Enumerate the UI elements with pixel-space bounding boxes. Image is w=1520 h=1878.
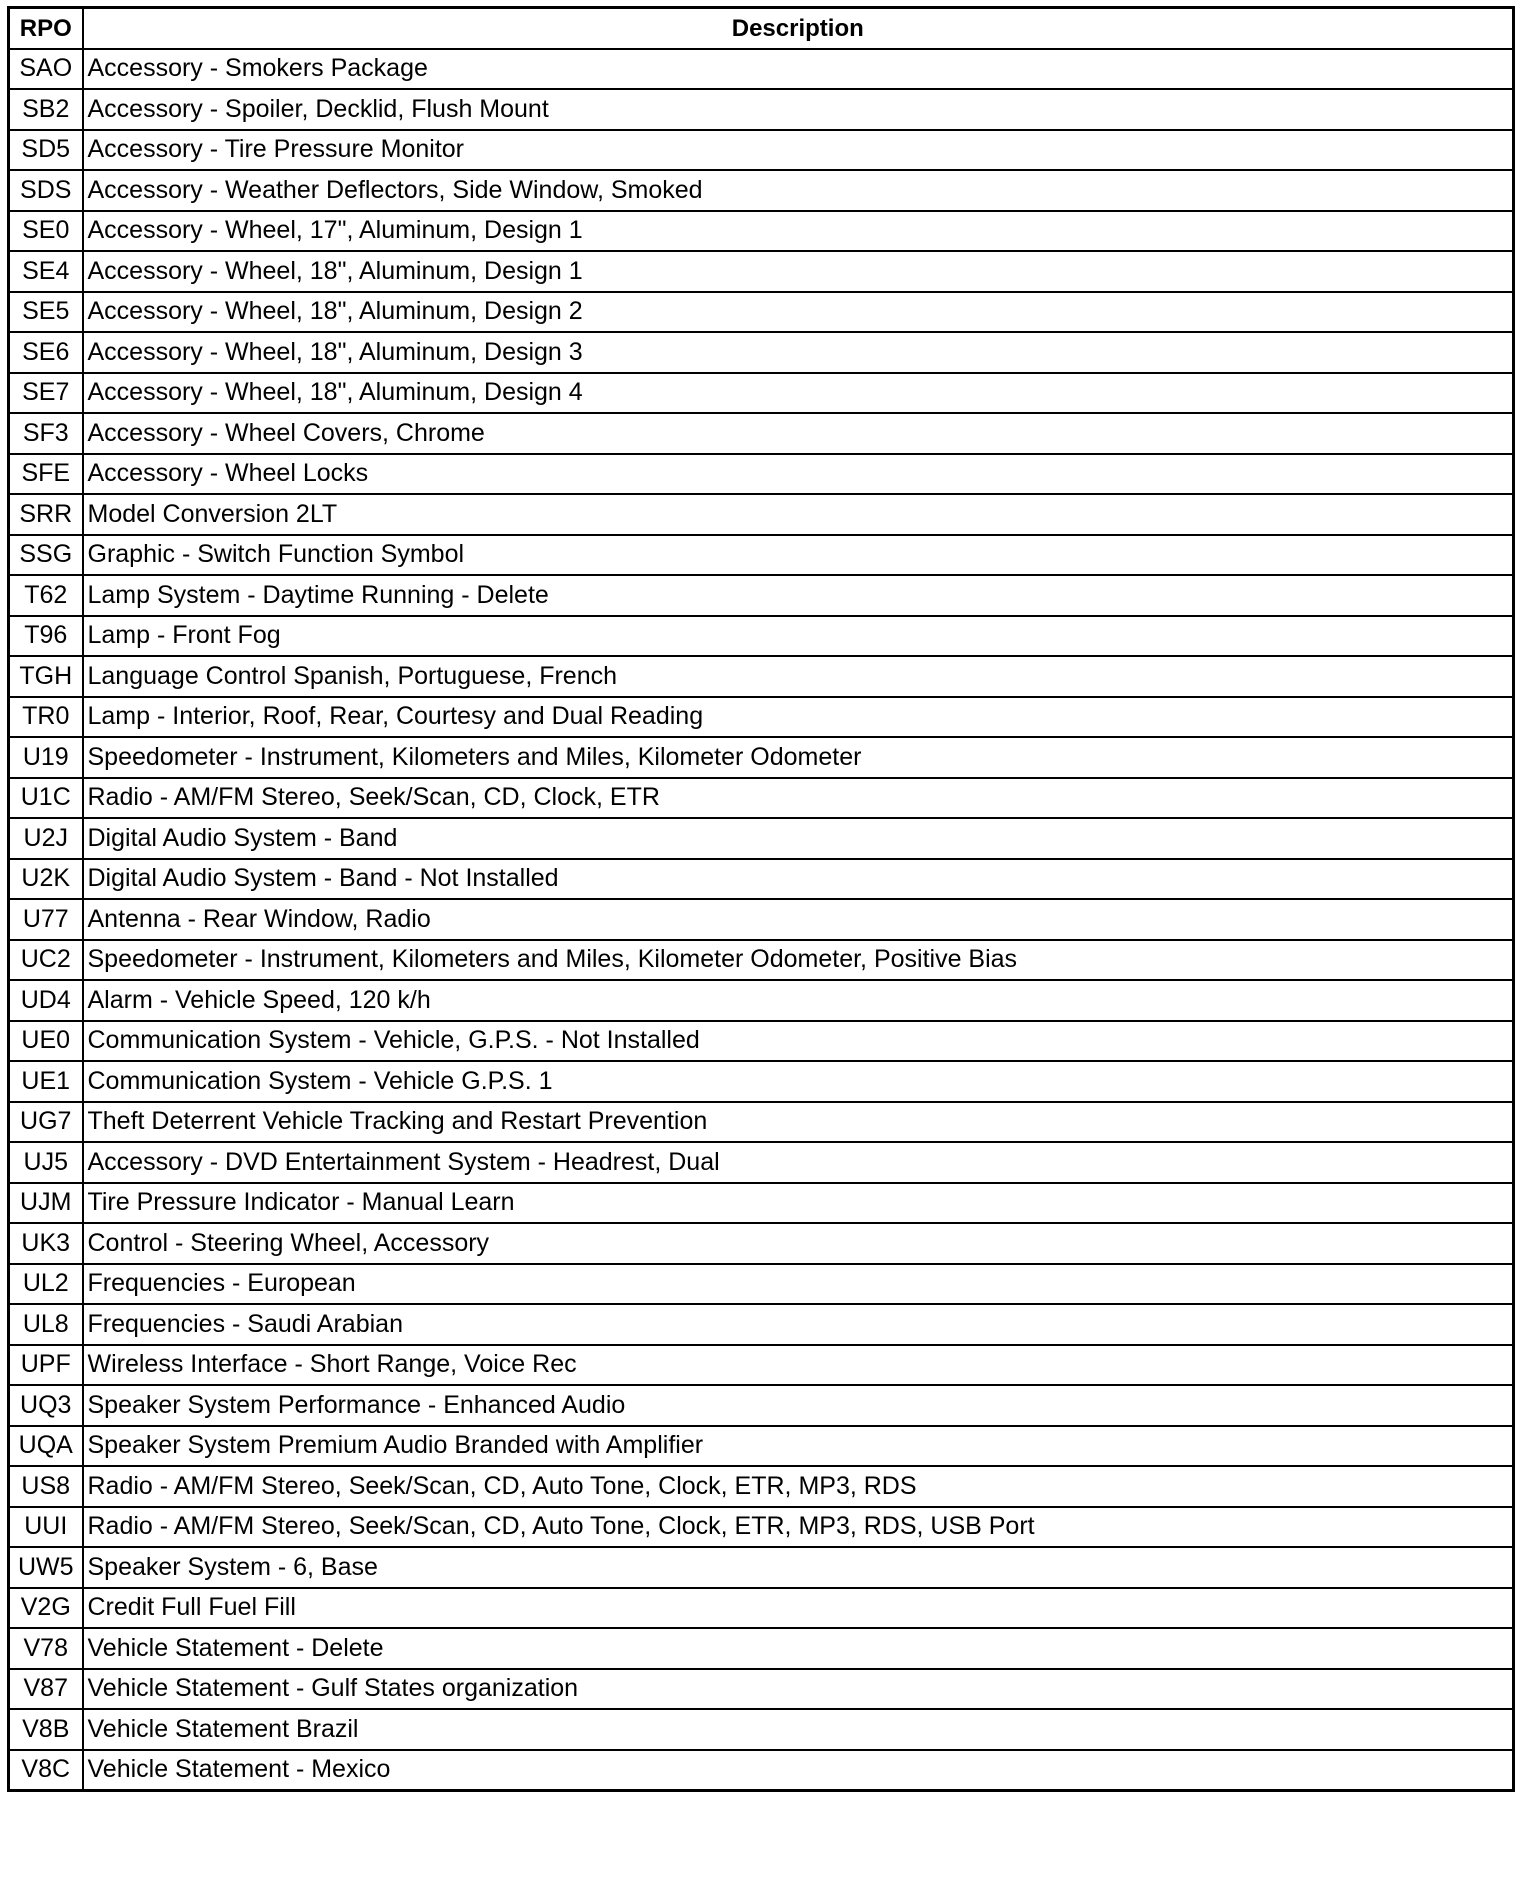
rpo-code-cell: UL2 xyxy=(9,1264,83,1305)
rpo-code-cell: SE7 xyxy=(9,373,83,414)
description-cell: Tire Pressure Indicator - Manual Learn xyxy=(83,1183,1514,1224)
table-row xyxy=(9,940,1514,981)
rpo-code-cell: UJM xyxy=(9,1183,83,1224)
description-cell: Accessory - Smokers Package xyxy=(83,49,1514,90)
description-cell: Communication System - Vehicle G.P.S. 1 xyxy=(83,1061,1514,1102)
rpo-code-cell: SFE xyxy=(9,454,83,495)
description-cell: Speedometer - Instrument, Kilometers and Miles, Kilometer Odometer, Positive Bias xyxy=(83,940,1514,981)
rpo-table-container xyxy=(7,6,1512,1792)
description-cell: Accessory - Weather Deflectors, Side Window, Smoked xyxy=(83,170,1514,211)
table-row xyxy=(9,211,1514,252)
description-cell: Alarm - Vehicle Speed, 120 k/h xyxy=(83,980,1514,1021)
description-cell: Credit Full Fuel Fill xyxy=(83,1588,1514,1629)
rpo-code-cell: SE4 xyxy=(9,251,83,292)
table-row xyxy=(9,737,1514,778)
table-body xyxy=(9,49,1514,1791)
table-row xyxy=(9,980,1514,1021)
description-cell: Model Conversion 2LT xyxy=(83,494,1514,535)
table-row xyxy=(9,251,1514,292)
rpo-code-cell: UK3 xyxy=(9,1223,83,1264)
description-column-header: Description xyxy=(83,8,1514,49)
rpo-code-cell: V87 xyxy=(9,1669,83,1710)
rpo-code-cell: UG7 xyxy=(9,1102,83,1143)
table-row xyxy=(9,656,1514,697)
table-row xyxy=(9,170,1514,211)
description-cell: Digital Audio System - Band xyxy=(83,818,1514,859)
table-row xyxy=(9,1385,1514,1426)
rpo-code-cell: SRR xyxy=(9,494,83,535)
description-cell: Vehicle Statement - Gulf States organization xyxy=(83,1669,1514,1710)
table-row xyxy=(9,899,1514,940)
description-cell: Frequencies - Saudi Arabian xyxy=(83,1304,1514,1345)
table-row xyxy=(9,1264,1514,1305)
description-cell: Vehicle Statement - Mexico xyxy=(83,1750,1514,1791)
table-row xyxy=(9,535,1514,576)
rpo-column-header: RPO xyxy=(9,8,83,49)
rpo-code-cell: SF3 xyxy=(9,413,83,454)
description-cell: Wireless Interface - Short Range, Voice Rec xyxy=(83,1345,1514,1386)
table-row xyxy=(9,1588,1514,1629)
table-row xyxy=(9,1466,1514,1507)
description-cell: Speaker System Premium Audio Branded with Amplifier xyxy=(83,1426,1514,1467)
table-row xyxy=(9,373,1514,414)
rpo-code-cell: UE0 xyxy=(9,1021,83,1062)
rpo-code-cell: SSG xyxy=(9,535,83,576)
rpo-code-cell: T96 xyxy=(9,616,83,657)
description-cell: Antenna - Rear Window, Radio xyxy=(83,899,1514,940)
table-row xyxy=(9,454,1514,495)
description-cell: Accessory - Spoiler, Decklid, Flush Mount xyxy=(83,89,1514,130)
description-cell: Lamp - Interior, Roof, Rear, Courtesy and Dual Reading xyxy=(83,697,1514,738)
rpo-code-cell: T62 xyxy=(9,575,83,616)
rpo-code-cell: UC2 xyxy=(9,940,83,981)
description-cell: Control - Steering Wheel, Accessory xyxy=(83,1223,1514,1264)
table-row xyxy=(9,1102,1514,1143)
table-row xyxy=(9,332,1514,373)
table-row xyxy=(9,1426,1514,1467)
description-cell: Accessory - Wheel, 18", Aluminum, Design 3 xyxy=(83,332,1514,373)
table-row xyxy=(9,1223,1514,1264)
rpo-code-cell: UD4 xyxy=(9,980,83,1021)
table-row xyxy=(9,1669,1514,1710)
description-cell: Speedometer - Instrument, Kilometers and Miles, Kilometer Odometer xyxy=(83,737,1514,778)
rpo-code-cell: TR0 xyxy=(9,697,83,738)
rpo-code-cell: V78 xyxy=(9,1628,83,1669)
rpo-code-cell: SD5 xyxy=(9,130,83,171)
table-row xyxy=(9,413,1514,454)
rpo-code-cell: UE1 xyxy=(9,1061,83,1102)
description-cell: Radio - AM/FM Stereo, Seek/Scan, CD, Clock, ETR xyxy=(83,778,1514,819)
description-cell: Digital Audio System - Band - Not Installed xyxy=(83,859,1514,900)
table-row xyxy=(9,292,1514,333)
rpo-code-cell: SE0 xyxy=(9,211,83,252)
description-cell: Speaker System Performance - Enhanced Audio xyxy=(83,1385,1514,1426)
rpo-code-cell: U1C xyxy=(9,778,83,819)
description-cell: Radio - AM/FM Stereo, Seek/Scan, CD, Auto Tone, Clock, ETR, MP3, RDS xyxy=(83,1466,1514,1507)
table-row xyxy=(9,494,1514,535)
description-cell: Communication System - Vehicle, G.P.S. - Not Installed xyxy=(83,1021,1514,1062)
table-row xyxy=(9,1021,1514,1062)
description-cell: Vehicle Statement Brazil xyxy=(83,1709,1514,1750)
description-cell: Accessory - Wheel, 18", Aluminum, Design 1 xyxy=(83,251,1514,292)
description-cell: Accessory - DVD Entertainment System - Headrest, Dual xyxy=(83,1142,1514,1183)
rpo-code-cell: US8 xyxy=(9,1466,83,1507)
rpo-code-cell: SDS xyxy=(9,170,83,211)
table-row xyxy=(9,1628,1514,1669)
rpo-code-cell: UUI xyxy=(9,1507,83,1548)
description-cell: Accessory - Tire Pressure Monitor xyxy=(83,130,1514,171)
description-cell: Radio - AM/FM Stereo, Seek/Scan, CD, Auto Tone, Clock, ETR, MP3, RDS, USB Port xyxy=(83,1507,1514,1548)
rpo-code-cell: SE6 xyxy=(9,332,83,373)
rpo-code-cell: U19 xyxy=(9,737,83,778)
rpo-code-cell: V2G xyxy=(9,1588,83,1629)
rpo-table xyxy=(7,6,1515,1792)
rpo-code-cell: UQ3 xyxy=(9,1385,83,1426)
rpo-code-cell: UL8 xyxy=(9,1304,83,1345)
table-row xyxy=(9,49,1514,90)
table-row xyxy=(9,778,1514,819)
table-row xyxy=(9,818,1514,859)
table-row xyxy=(9,1304,1514,1345)
rpo-code-cell: V8B xyxy=(9,1709,83,1750)
rpo-code-cell: UQA xyxy=(9,1426,83,1467)
rpo-code-cell: U2K xyxy=(9,859,83,900)
table-row xyxy=(9,1345,1514,1386)
description-cell: Frequencies - European xyxy=(83,1264,1514,1305)
table-row xyxy=(9,1709,1514,1750)
table-row xyxy=(9,1061,1514,1102)
description-cell: Graphic - Switch Function Symbol xyxy=(83,535,1514,576)
table-row xyxy=(9,575,1514,616)
table-row xyxy=(9,1507,1514,1548)
rpo-code-cell: SAO xyxy=(9,49,83,90)
table-row xyxy=(9,130,1514,171)
description-cell: Accessory - Wheel, 18", Aluminum, Design 4 xyxy=(83,373,1514,414)
rpo-code-cell: TGH xyxy=(9,656,83,697)
rpo-code-cell: SB2 xyxy=(9,89,83,130)
description-cell: Lamp System - Daytime Running - Delete xyxy=(83,575,1514,616)
rpo-code-cell: U77 xyxy=(9,899,83,940)
table-row xyxy=(9,1142,1514,1183)
description-cell: Vehicle Statement - Delete xyxy=(83,1628,1514,1669)
description-cell: Accessory - Wheel Locks xyxy=(83,454,1514,495)
description-cell: Theft Deterrent Vehicle Tracking and Restart Prevention xyxy=(83,1102,1514,1143)
rpo-code-cell: UPF xyxy=(9,1345,83,1386)
description-cell: Accessory - Wheel, 17", Aluminum, Design 1 xyxy=(83,211,1514,252)
description-cell: Accessory - Wheel Covers, Chrome xyxy=(83,413,1514,454)
rpo-code-cell: SE5 xyxy=(9,292,83,333)
table-row xyxy=(9,1547,1514,1588)
table-row xyxy=(9,1183,1514,1224)
description-cell: Lamp - Front Fog xyxy=(83,616,1514,657)
rpo-code-cell: V8C xyxy=(9,1750,83,1791)
table-header-row xyxy=(9,8,1514,49)
description-cell: Speaker System - 6, Base xyxy=(83,1547,1514,1588)
table-row xyxy=(9,616,1514,657)
description-cell: Accessory - Wheel, 18", Aluminum, Design 2 xyxy=(83,292,1514,333)
description-cell: Language Control Spanish, Portuguese, French xyxy=(83,656,1514,697)
rpo-code-cell: UW5 xyxy=(9,1547,83,1588)
table-row xyxy=(9,697,1514,738)
table-row xyxy=(9,859,1514,900)
rpo-code-cell: U2J xyxy=(9,818,83,859)
table-row xyxy=(9,89,1514,130)
table-row xyxy=(9,1750,1514,1791)
rpo-code-cell: UJ5 xyxy=(9,1142,83,1183)
